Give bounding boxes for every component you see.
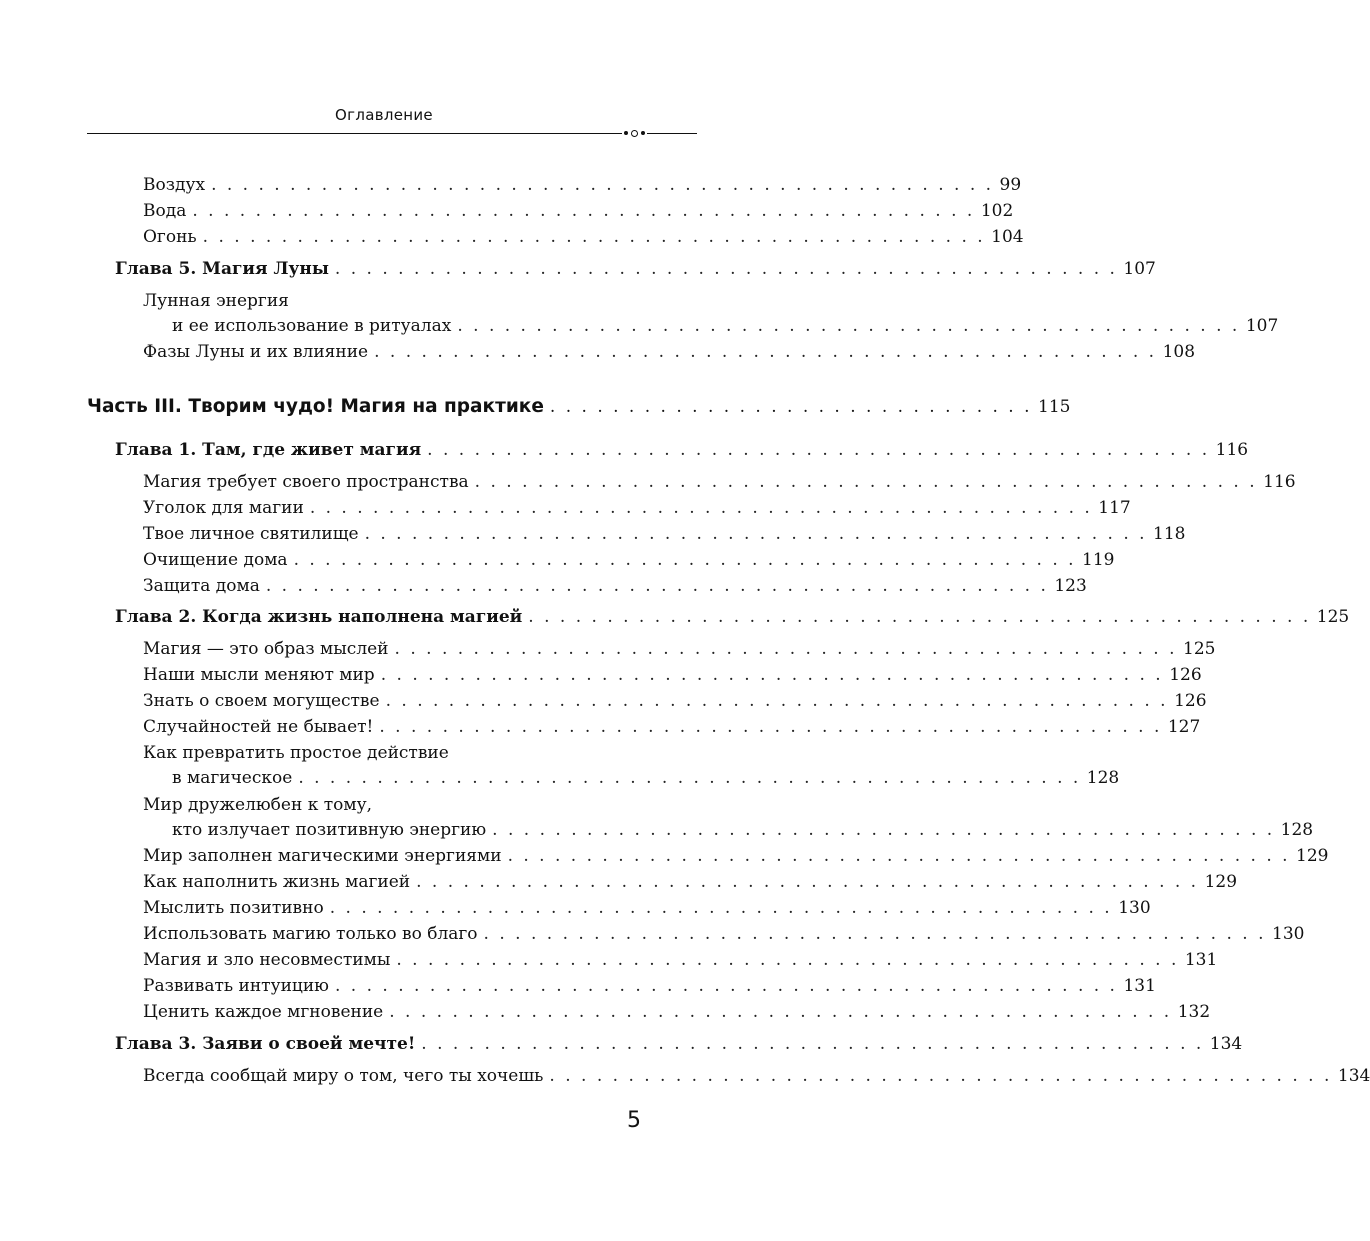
toc-entry[interactable]: [143, 999, 1211, 1025]
toc-entry[interactable]: [143, 636, 1216, 662]
dot-leader: . . . . . . . . . . . . . . . . . . . . . . . . . . . . . . . . . . . . . . . . . . . . . . . . . .: [385, 691, 1169, 711]
toc-chapter-title: Глава 2. Когда жизнь наполнена магией: [115, 607, 523, 627]
toc-chapter-title: Глава 3. Заяви о своей мечте!: [115, 1034, 416, 1054]
toc-page-number: 116: [1215, 440, 1249, 460]
part-number: Часть III: [87, 396, 175, 417]
dot-leader: . . . . . . . . . . . . . . . . . . . . . . . . . . . . . . . . . . . . . . . . . . . . . . . . . .: [211, 175, 994, 195]
toc-entry[interactable]: [143, 921, 1305, 947]
toc-part-title: Часть III. Творим чудо! Магия на практике: [87, 396, 544, 417]
toc-entry-line2[interactable]: [172, 817, 1314, 843]
ornament-dot-right: [641, 131, 645, 135]
toc-entry-title: Магия требует своего пространства: [143, 472, 469, 492]
toc-entry[interactable]: [143, 714, 1201, 740]
header-rule: [87, 133, 697, 134]
dot-leader: . . . . . . . . . . . . . . . . . . . . . . . . . . . . . . .: [549, 397, 1033, 417]
toc-entry-title: Случайностей не бывает!: [143, 717, 374, 737]
toc-page-number: 134: [1337, 1066, 1370, 1086]
running-header: Оглавление: [335, 106, 433, 124]
toc-page-number: 104: [991, 227, 1024, 247]
toc-entry-title: Всегда сообщай миру о том, чего ты хочешь: [143, 1066, 544, 1086]
toc-page-number: 115: [1038, 397, 1071, 417]
toc-entry-title: Очищение дома: [143, 550, 288, 570]
chapter-number: Глава 2: [115, 607, 191, 627]
toc-page-number: 125: [1316, 607, 1350, 627]
dot-leader: . . . . . . . . . . . . . . . . . . . . . . . . . . . . . . . . . . . . . . . . . . . . . . . . . .: [416, 872, 1199, 892]
toc-entry-title: Воздух: [143, 175, 206, 195]
toc-entry-title: Фазы Луны и их влияние: [143, 342, 369, 362]
toc-page-number: 123: [1054, 576, 1087, 596]
toc-entry-title: Мыслить позитивно: [143, 898, 324, 918]
dot-leader: . . . . . . . . . . . . . . . . . . . . . . . . . . . . . . . . . . . . . . . . . . . . . . . . . .: [293, 550, 1077, 570]
dot-leader: . . . . . . . . . . . . . . . . . . . . . . . . . . . . . . . . . . . . . . . . . . . . . . . . . .: [334, 976, 1118, 996]
dot-leader: . . . . . . . . . . . . . . . . . . . . . . . . . . . . . . . . . . . . . . . . . . . . . . . . . .: [389, 1002, 1172, 1022]
toc-entry[interactable]: [143, 547, 1115, 573]
toc-page-number: 108: [1162, 342, 1196, 362]
ornament-ring: [631, 130, 638, 137]
toc-entry-vozduh[interactable]: [143, 172, 1022, 198]
dot-leader: . . . . . . . . . . . . . . . . . . . . . . . . . . . . . . . . . . . . . . . . . . . . . . . . . .: [394, 639, 1177, 659]
toc-page-number: 126: [1169, 665, 1202, 685]
dot-leader: . . . . . . . . . . . . . . . . . . . . . . . . . . . . . . . . . . . . . . . . . . . . . . . . . .: [396, 950, 1179, 970]
toc-entry[interactable]: [143, 469, 1296, 495]
toc-entry[interactable]: [143, 495, 1131, 521]
toc-page-number: 128: [1086, 768, 1120, 788]
toc-page-number: 131: [1123, 976, 1156, 996]
dot-leader: . . . . . . . . . . . . . . . . . . . . . . . . . . . . . . . . . . . . . . . . . . . . . . . . . .: [528, 607, 1311, 627]
toc-page-number: 116: [1263, 472, 1296, 492]
dot-leader: . . . . . . . . . . . . . . . . . . . . . . . . . . . . . . . . . . . . . . . . . . . . . . . . . .: [379, 717, 1162, 737]
toc-entry-title: Как наполнить жизнь магией: [143, 872, 411, 892]
toc-page-number: 102: [980, 201, 1014, 221]
toc-page-number: 129: [1204, 872, 1238, 892]
chapter-title: Магия Луны: [202, 259, 329, 279]
toc-entry-title: Мир заполнен магическими энергиями: [143, 846, 502, 866]
toc-chapter-title: Глава 5. Магия Луны: [115, 259, 329, 279]
toc-entry-title: Вода: [143, 201, 187, 221]
dot-leader: . . . . . . . . . . . . . . . . . . . . . . . . . . . . . . . . . . . . . . . . . . . . . . . . . .: [265, 576, 1049, 596]
dot-leader: . . . . . . . . . . . . . . . . . . . . . . . . . . . . . . . . . . . . . . . . . . . . . . . . . .: [192, 201, 975, 221]
toc-page-number: 118: [1153, 524, 1186, 544]
chapter-title: Там, где живет магия: [202, 440, 422, 460]
toc-entry-line1[interactable]: Мир дружелюбен к тому,: [143, 795, 373, 815]
dot-leader: . . . . . . . . . . . . . . . . . . . . . . . . . . . . . . . . . . . . . . . . . . . . . . . . . .: [492, 820, 1275, 840]
toc-entry-fazy[interactable]: [143, 339, 1196, 365]
toc-entry[interactable]: [143, 688, 1207, 714]
toc-page-number: 117: [1098, 498, 1131, 518]
toc-entry-title: Развивать интуицию: [143, 976, 329, 996]
toc-page-number: 134: [1209, 1034, 1243, 1054]
toc-entry-title: Защита дома: [143, 576, 260, 596]
toc-page-number: 132: [1177, 1002, 1211, 1022]
dot-leader: . . . . . . . . . . . . . . . . . . . . . . . . . . . . . . . . . . . . . . . . . . . . . . . . . .: [507, 846, 1291, 866]
toc-entry[interactable]: [143, 662, 1202, 688]
chapter-number: Глава 1: [115, 440, 191, 460]
toc-page-number: 119: [1082, 550, 1115, 570]
toc-page-number: 129: [1296, 846, 1329, 866]
dot-leader: . . . . . . . . . . . . . . . . . . . . . . . . . . . . . . . . . . . . . . . . . . . . . . . . . .: [329, 898, 1113, 918]
toc-entry-title: Твое личное святилище: [143, 524, 359, 544]
dot-leader: . . . . . . . . . . . . . . . . . . . . . . . . . . . . . . . . . . . . . . . . . . . . . . . . . .: [374, 342, 1157, 362]
toc-entry[interactable]: [143, 895, 1151, 921]
toc-entry-title: кто излучает позитивную энергию: [172, 820, 487, 840]
toc-page-number: 130: [1118, 898, 1151, 918]
toc-chapter-2[interactable]: [115, 604, 1350, 630]
toc-entry-title: Знать о своем могуществе: [143, 691, 380, 711]
toc-chapter-title: Глава 1. Там, где живет магия: [115, 440, 422, 460]
toc-entry-ogon[interactable]: [143, 224, 1024, 250]
dot-leader: . . . . . . . . . . . . . . . . . . . . . . . . . . . . . . . . . . . . . . . . . . . . . . . . . .: [364, 524, 1148, 544]
toc-page-number: 125: [1183, 639, 1216, 659]
toc-entry[interactable]: [143, 947, 1218, 973]
dot-leader: . . . . . . . . . . . . . . . . . . . . . . . . . . . . . . . . . . . . . . . . . . . . . . . . . .: [380, 665, 1164, 685]
toc-entry-title: Огонь: [143, 227, 197, 247]
toc-entry-title: в магическое: [172, 768, 293, 788]
dot-leader: . . . . . . . . . . . . . . . . . . . . . . . . . . . . . . . . . . . . . . . . . . . . . . . . . .: [474, 472, 1258, 492]
toc-entry-title: Ценить каждое мгновение: [143, 1002, 384, 1022]
chapter-title: Когда жизнь наполнена магией: [202, 607, 523, 627]
toc-page-number: 128: [1280, 820, 1314, 840]
toc-entry-title: Использовать магию только во благо: [143, 924, 478, 944]
dot-leader: . . . . . . . . . . . . . . . . . . . . . . . . . . . . . . . . . . . . . . . . . . . . . . . . . .: [427, 440, 1210, 460]
toc-entry-title: Магия и зло несовместимы: [143, 950, 391, 970]
toc-chapter-3[interactable]: [115, 1031, 1243, 1057]
chapter-title: Заяви о своей мечте!: [202, 1034, 416, 1054]
toc-entry-title: и ее использование в ритуалах: [172, 316, 452, 336]
toc-chapter-5[interactable]: [115, 256, 1156, 282]
chapter-number: Глава 5: [115, 259, 191, 279]
dot-leader: . . . . . . . . . . . . . . . . . . . . . . . . . . . . . . . . . . . . . . . . . . . . . . . . . .: [202, 227, 986, 247]
toc-page-number: 107: [1123, 259, 1156, 279]
toc-entry[interactable]: [143, 1063, 1370, 1089]
toc-entry-title: Уголок для магии: [143, 498, 304, 518]
dot-leader: . . . . . . . . . . . . . . . . . . . . . . . . . . . . . . . . . . . . . . . . . . . . . . . . . .: [298, 768, 1081, 788]
toc-page-number: 127: [1167, 717, 1201, 737]
toc-entry-line2[interactable]: [172, 765, 1120, 791]
toc-page-number: 130: [1272, 924, 1305, 944]
toc-entry[interactable]: [143, 573, 1087, 599]
chapter-number: Глава 3: [115, 1034, 191, 1054]
ornament-dot-left: [624, 131, 628, 135]
dot-leader: . . . . . . . . . . . . . . . . . . . . . . . . . . . . . . . . . . . . . . . . . . . . . . . . . .: [549, 1066, 1332, 1086]
toc-entry[interactable]: [143, 973, 1156, 999]
toc-part-3[interactable]: [87, 392, 1071, 422]
toc-entry[interactable]: [143, 869, 1238, 895]
toc-page-number: 107: [1245, 316, 1279, 336]
toc-entry[interactable]: [143, 521, 1186, 547]
toc-page-number: 126: [1174, 691, 1207, 711]
dot-leader: . . . . . . . . . . . . . . . . . . . . . . . . . . . . . . . . . . . . . . . . . . . . . . . . . .: [334, 259, 1118, 279]
toc-entry-lunnaya-line1[interactable]: Лунная энергия: [143, 291, 289, 311]
toc-page-number: 99: [999, 175, 1022, 195]
page-number: 5: [627, 1108, 641, 1133]
toc-entry-voda[interactable]: [143, 198, 1014, 224]
dot-leader: . . . . . . . . . . . . . . . . . . . . . . . . . . . . . . . . . . . . . . . . . . . . . . . . . .: [309, 498, 1093, 518]
toc-entry[interactable]: [143, 843, 1329, 869]
toc-chapter-1[interactable]: [115, 437, 1249, 463]
toc-entry-line1[interactable]: Как превратить простое действие: [143, 743, 449, 763]
toc-entry-lunnaya-line2[interactable]: [172, 313, 1279, 339]
toc-page-number: 131: [1184, 950, 1218, 970]
part-title: Творим чудо! Магия на практике: [188, 396, 544, 417]
toc-entry-title: Магия — это образ мыслей: [143, 639, 389, 659]
header-ornament: [622, 127, 647, 139]
dot-leader: . . . . . . . . . . . . . . . . . . . . . . . . . . . . . . . . . . . . . . . . . . . . . . . . . .: [483, 924, 1267, 944]
toc-entry-title: Наши мысли меняют мир: [143, 665, 375, 685]
dot-leader: . . . . . . . . . . . . . . . . . . . . . . . . . . . . . . . . . . . . . . . . . . . . . . . . . .: [421, 1034, 1204, 1054]
dot-leader: . . . . . . . . . . . . . . . . . . . . . . . . . . . . . . . . . . . . . . . . . . . . . . . . . .: [457, 316, 1240, 336]
